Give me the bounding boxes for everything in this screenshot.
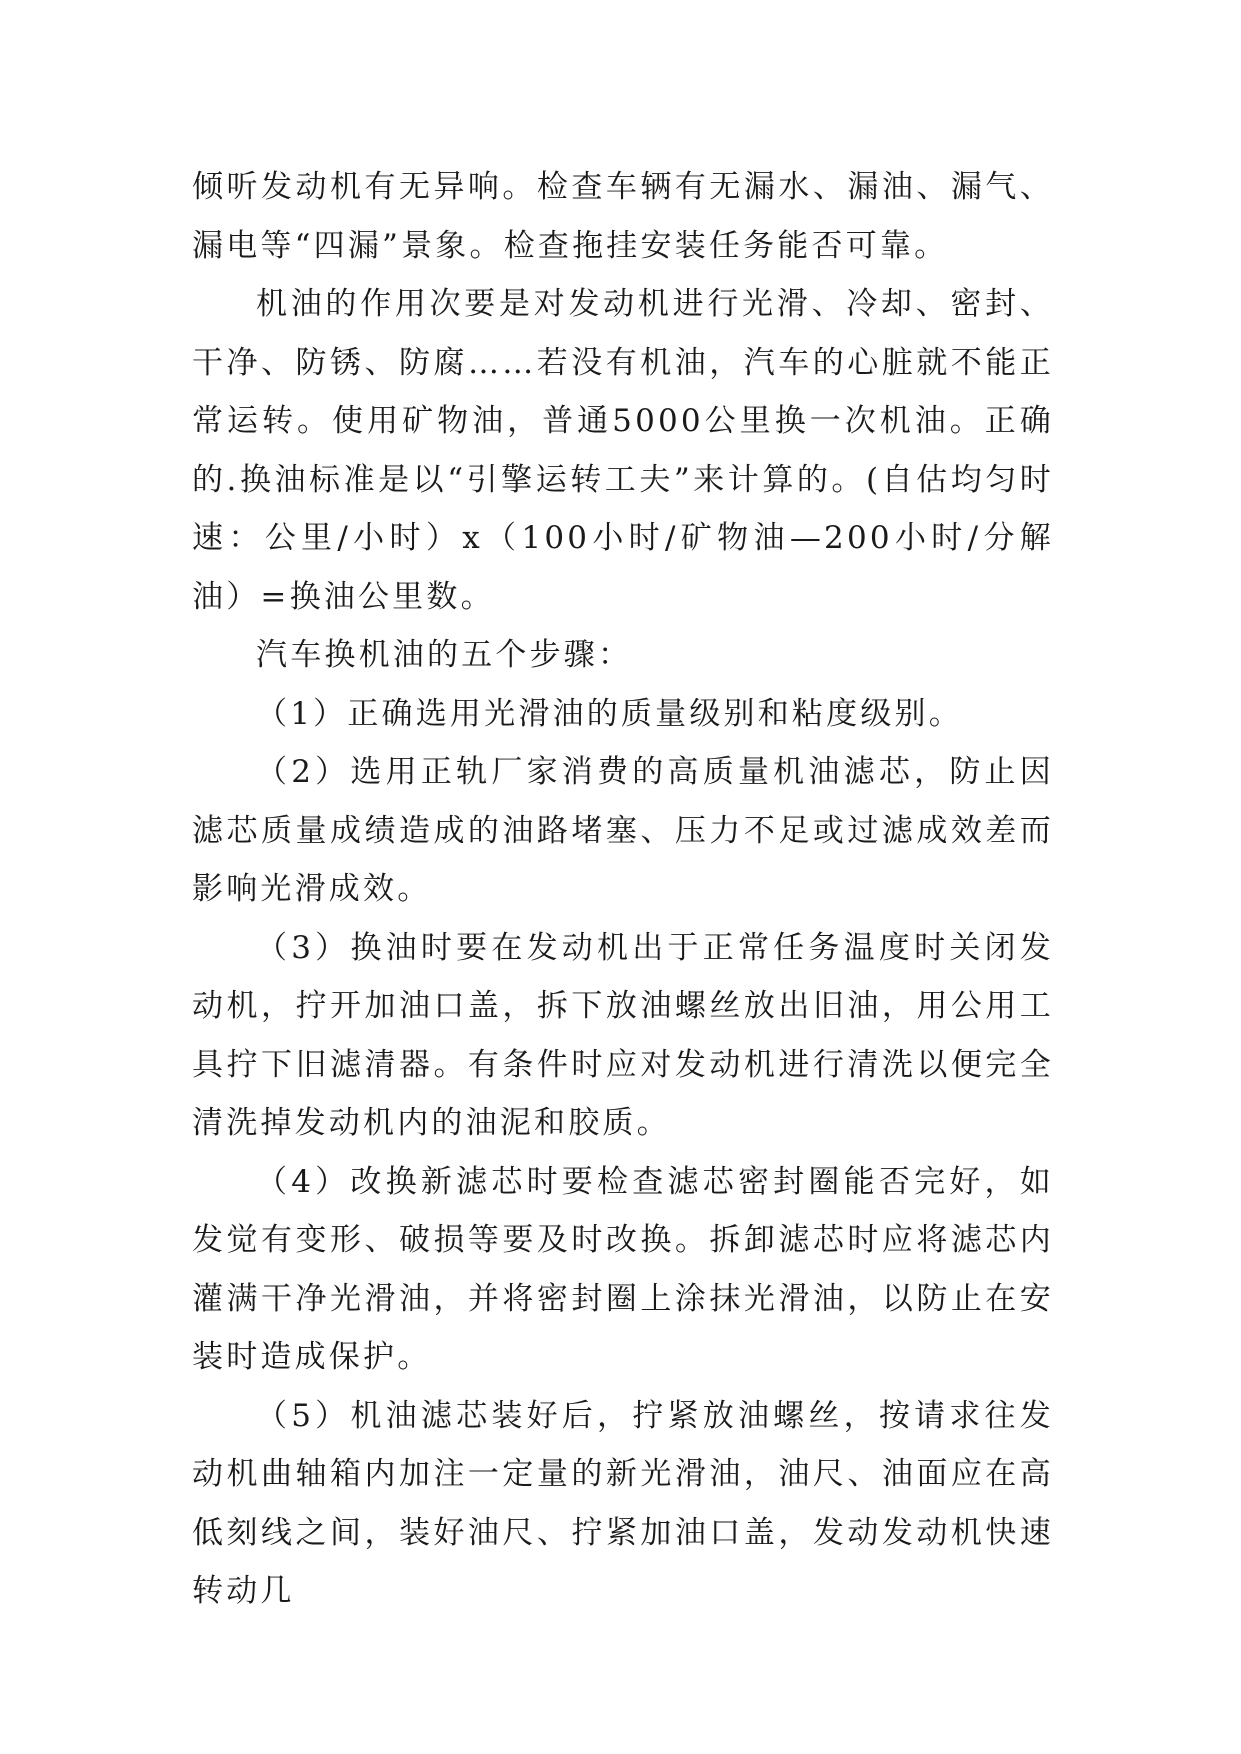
paragraph-8: （5）机油滤芯装好后，拧紧放油螺丝，按请求往发动机曲轴箱内加注一定量的新光滑油，油尺、油面应在高低刻线之间，装好油尺、拧紧加油口盖，发动发动机快速转动几 <box>192 1397 1054 1609</box>
paragraph-5: （2）选用正轨厂家消费的高质量机油滤芯，防止因滤芯质量成绩造成的油路堵塞、压力不足或过滤成效差而影响光滑成效。 <box>192 754 1054 907</box>
paragraph-1: 倾听发动机有无异响。检查车辆有无漏水、漏油、漏气、漏电等“四漏”景象。检查拖挂安装任务能否可靠。 <box>192 169 1054 264</box>
document-body <box>192 158 1054 1621</box>
paragraph-7: （4）改换新滤芯时要检查滤芯密封圈能否完好，如发觉有变形、破损等要及时改换。拆卸滤芯时应将滤芯内灌满干净光滑油，并将密封圈上涂抹光滑油，以防止在安装时造成保护。 <box>192 1163 1054 1375</box>
paragraph-6: （3）换油时要在发动机出于正常任务温度时关闭发动机，拧开加油口盖，拆下放油螺丝放出旧油，用公用工具拧下旧滤清器。有条件时应对发动机进行清洗以便完全清洗掉发动机内的油泥和胶质。 <box>192 929 1054 1141</box>
paragraph-4: （1）正确选用光滑油的质量级别和粘度级别。 <box>256 695 963 732</box>
paragraph-2: 机油的作用次要是对发动机进行光滑、冷却、密封、干净、防锈、防腐……若没有机油，汽车的心脏就不能正常运转。使用矿物油，普通5000公里换一次机油。正确的.换油标准是以“引擎运转工夫”来计算的。(自估均匀时速：公里/小时）x（100小时/矿物油—200小时/分解油）=换油公里数。 <box>192 286 1054 615</box>
paragraph-3: 汽车换机油的五个步骤： <box>256 637 633 673</box>
